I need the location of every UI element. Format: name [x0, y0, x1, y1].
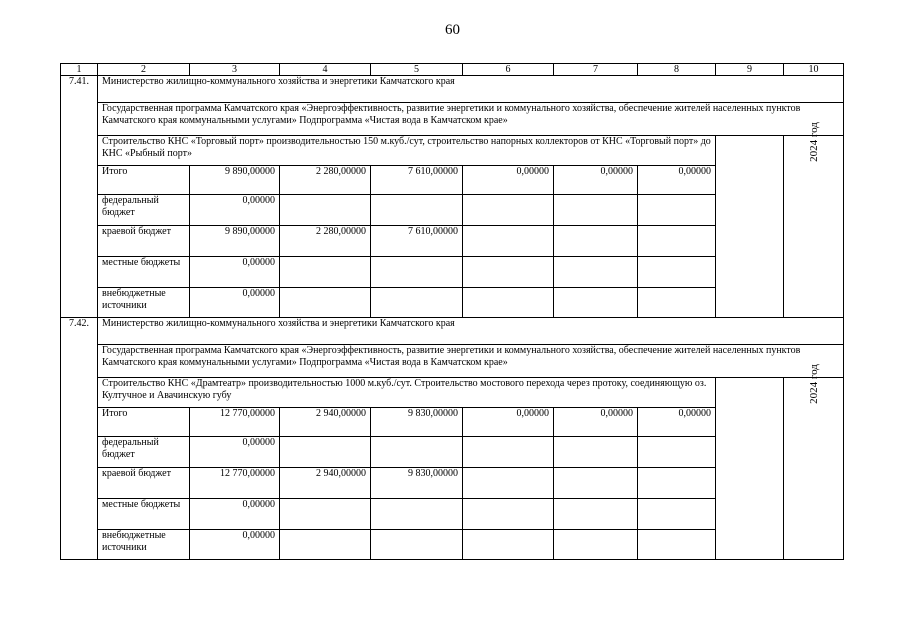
column-number: 1 — [61, 64, 98, 76]
amount-cell — [280, 288, 371, 318]
ministry-row — [61, 76, 844, 103]
amount-cell — [463, 288, 554, 318]
column-number: 5 — [371, 64, 463, 76]
amount-cell: 0,00000 — [190, 437, 280, 468]
column-9-cell — [716, 136, 784, 318]
column-number: 10 — [784, 64, 844, 76]
funding-source-label: внебюджетные источники — [98, 530, 190, 560]
amount-cell: 0,00000 — [190, 195, 280, 226]
amount-cell — [554, 530, 638, 560]
program-row — [61, 345, 844, 378]
amount-cell: 0,00000 — [638, 408, 716, 437]
funding-source-label: федеральный бюджет — [98, 437, 190, 468]
ministry-row — [61, 318, 844, 345]
amount-cell: 2 940,00000 — [280, 408, 371, 437]
amount-cell — [554, 257, 638, 288]
amount-cell — [554, 437, 638, 468]
amount-cell — [554, 468, 638, 499]
program-name: Государственная программа Камчатского края «Энергоэффективность, развитие энергетики и коммунального хозяйства, обеспечение жителей населенных пунктов Камчатского края коммунальными услугами» Подпрограмма «Чистая вода в Камчатском крае» — [98, 345, 844, 378]
amount-cell: 0,00000 — [554, 166, 638, 195]
program-name: Государственная программа Камчатского края «Энергоэффективность, развитие энергетики и коммунального хозяйства, обеспечение жителей населенных пунктов Камчатского края коммунальными услугами» Подпрограмма «Чистая вода в Камчатском крае» — [98, 103, 844, 136]
column-number: 6 — [463, 64, 554, 76]
year-label: 2024 год — [807, 364, 820, 404]
amount-cell — [638, 195, 716, 226]
funding-source-label: местные бюджеты — [98, 499, 190, 530]
amount-cell: 9 830,00000 — [371, 408, 463, 437]
amount-cell — [280, 195, 371, 226]
amount-cell — [638, 257, 716, 288]
amount-cell — [280, 257, 371, 288]
amount-cell: 0,00000 — [463, 408, 554, 437]
year-cell — [784, 364, 844, 560]
amount-cell — [371, 530, 463, 560]
amount-cell: 7 610,00000 — [371, 226, 463, 257]
program-table — [60, 63, 844, 560]
year-cell — [784, 122, 844, 318]
amount-cell — [463, 530, 554, 560]
amount-cell — [638, 530, 716, 560]
amount-cell: 0,00000 — [638, 166, 716, 195]
amount-cell: 0,00000 — [190, 530, 280, 560]
ministry-name: Министерство жилищно-коммунального хозяйства и энергетики Камчатского края — [98, 76, 844, 103]
amount-cell — [463, 195, 554, 226]
item-number: 7.42. — [61, 318, 98, 560]
amount-cell: 9 890,00000 — [190, 226, 280, 257]
amount-cell: 0,00000 — [554, 408, 638, 437]
amount-cell — [463, 437, 554, 468]
column-number: 9 — [716, 64, 784, 76]
amount-cell — [280, 437, 371, 468]
column-number: 4 — [280, 64, 371, 76]
amount-cell: 0,00000 — [190, 288, 280, 318]
amount-cell: 2 940,00000 — [280, 468, 371, 499]
amount-cell: 0,00000 — [190, 499, 280, 530]
amount-cell — [554, 288, 638, 318]
column-number-row — [61, 64, 844, 76]
amount-cell — [371, 437, 463, 468]
amount-cell — [463, 468, 554, 499]
column-9-cell — [716, 378, 784, 560]
ministry-name: Министерство жилищно-коммунального хозяйства и энергетики Камчатского края — [98, 318, 844, 345]
project-name: Строительство КНС «Торговый порт» производительностью 150 м.куб./сут, строительство напорных коллекторов от КНС «Торговый порт» до КНС «Рыбный порт» — [98, 136, 716, 166]
year-label: 2024 год — [807, 122, 820, 162]
amount-cell — [554, 226, 638, 257]
funding-source-label: краевой бюджет — [98, 468, 190, 499]
amount-cell: 12 770,00000 — [190, 408, 280, 437]
amount-cell — [371, 195, 463, 226]
page-number: 60 — [445, 22, 460, 38]
amount-cell: 2 280,00000 — [280, 226, 371, 257]
amount-cell — [638, 499, 716, 530]
funding-source-label: Итого — [98, 408, 190, 437]
funding-source-label: внебюджетные источники — [98, 288, 190, 318]
project-row — [61, 136, 844, 166]
amount-cell: 12 770,00000 — [190, 468, 280, 499]
amount-cell — [280, 499, 371, 530]
funding-source-label: Итого — [98, 166, 190, 195]
amount-cell: 0,00000 — [463, 166, 554, 195]
amount-cell — [371, 257, 463, 288]
column-number: 7 — [554, 64, 638, 76]
amount-cell — [638, 226, 716, 257]
funding-source-label: федеральный бюджет — [98, 195, 190, 226]
funding-source-label: местные бюджеты — [98, 257, 190, 288]
amount-cell — [638, 288, 716, 318]
amount-cell: 9 890,00000 — [190, 166, 280, 195]
amount-cell — [463, 257, 554, 288]
amount-cell — [554, 499, 638, 530]
column-number: 3 — [190, 64, 280, 76]
program-row — [61, 103, 844, 136]
item-number: 7.41. — [61, 76, 98, 318]
amount-cell: 9 830,00000 — [371, 468, 463, 499]
amount-cell — [463, 499, 554, 530]
amount-cell: 7 610,00000 — [371, 166, 463, 195]
amount-cell: 2 280,00000 — [280, 166, 371, 195]
amount-cell — [371, 288, 463, 318]
amount-cell — [638, 437, 716, 468]
amount-cell — [554, 195, 638, 226]
amount-cell — [463, 226, 554, 257]
column-number: 2 — [98, 64, 190, 76]
amount-cell — [371, 499, 463, 530]
project-row — [61, 378, 844, 408]
amount-cell: 0,00000 — [190, 257, 280, 288]
amount-cell — [280, 530, 371, 560]
column-number: 8 — [638, 64, 716, 76]
amount-cell — [638, 468, 716, 499]
project-name: Строительство КНС «Драмтеатр» производительностью 1000 м.куб./сут. Строительство мостового перехода через протоку, соединяющую оз. Култучное и Авачинскую губу — [98, 378, 716, 408]
funding-source-label: краевой бюджет — [98, 226, 190, 257]
